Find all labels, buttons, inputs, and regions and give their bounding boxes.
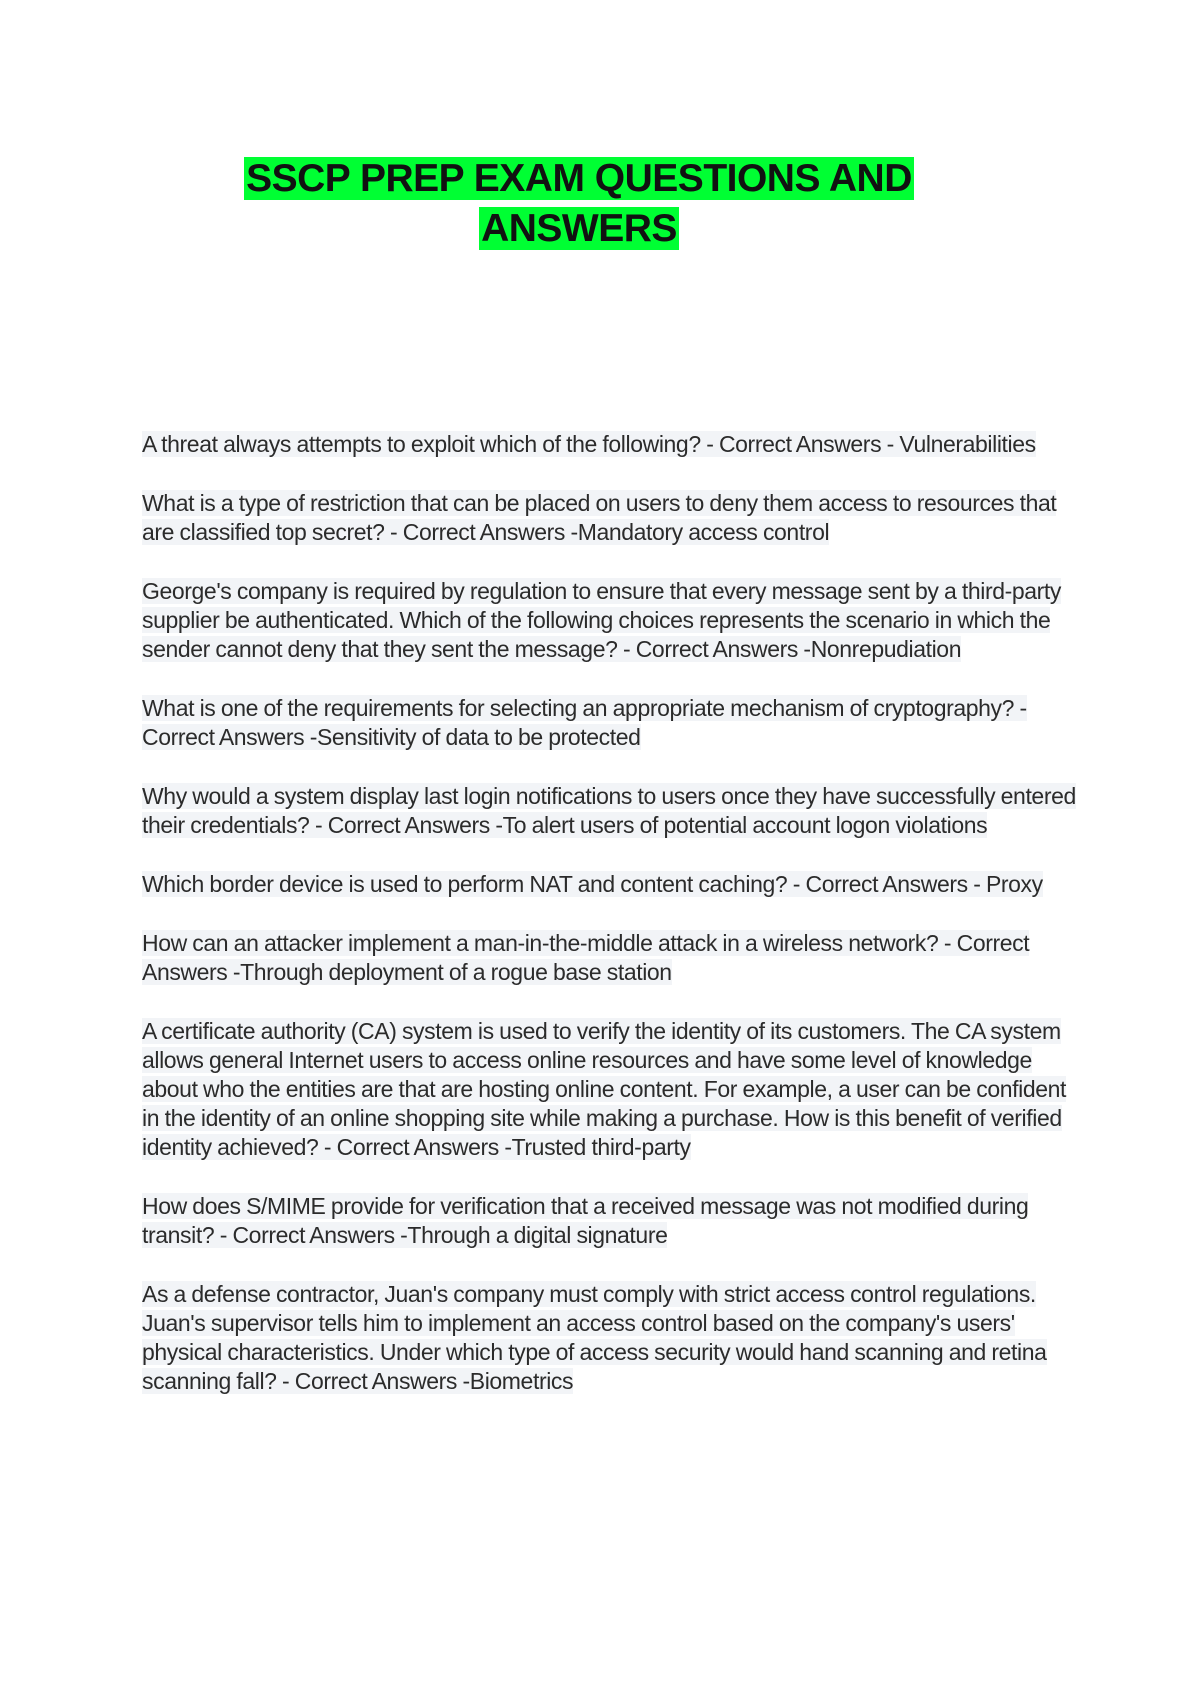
qa-item: What is a type of restriction that can be placed on users to deny them access to resources that are classified top secret? - Correct Answers -Mandatory access control: [142, 490, 1057, 545]
qa-item: George's company is required by regulation to ensure that every message sent by a third-party supplier be authenticated. Which of the following choices represents the scenario in which the sender cannot deny that they sent the message? - Correct Answers -Nonrepudiation: [142, 578, 1062, 662]
title-line-1: SSCP PREP EXAM QUESTIONS AND: [246, 157, 912, 200]
qa-item: How does S/MIME provide for verification that a received message was not modified during transit? - Correct Answers -Through a digital signature: [142, 1193, 1029, 1248]
qa-item: As a defense contractor, Juan's company must comply with strict access control regulations. Juan's supervisor tells him to implement an access control based on the company's users' physical characteristics. Under which type of access security would hand scanning and retina scanning fall? - Correct Answers -Biometrics: [142, 1281, 1047, 1394]
document-title: [234, 154, 924, 254]
qa-item: A certificate authority (CA) system is used to verify the identity of its customers. The CA system allows general Internet users to access online resources and have some level of knowledge about who the entities are that are hosting online content. For example, a user can be confident in the identity of an online shopping site while making a purchase. How is this benefit of verified identity achieved? - Correct Answers -Trusted third-party: [142, 1018, 1067, 1160]
qa-item: What is one of the requirements for selecting an appropriate mechanism of cryptography? - Correct Answers -Sensitivity of data to be protected: [142, 695, 1027, 750]
qa-item: How can an attacker implement a man-in-the-middle attack in a wireless network? - Correct Answers -Through deployment of a rogue base station: [142, 930, 1030, 985]
qa-list: [142, 430, 1082, 1426]
qa-item: A threat always attempts to exploit which of the following? - Correct Answers - Vulnerabilities: [142, 431, 1036, 457]
qa-item: Why would a system display last login notifications to users once they have successfully entered their credentials? - Correct Answers -To alert users of potential account logon violations: [142, 783, 1076, 838]
qa-item: Which border device is used to perform NAT and content caching? - Correct Answers - Proxy: [142, 871, 1043, 897]
title-line-2: ANSWERS: [481, 207, 677, 250]
